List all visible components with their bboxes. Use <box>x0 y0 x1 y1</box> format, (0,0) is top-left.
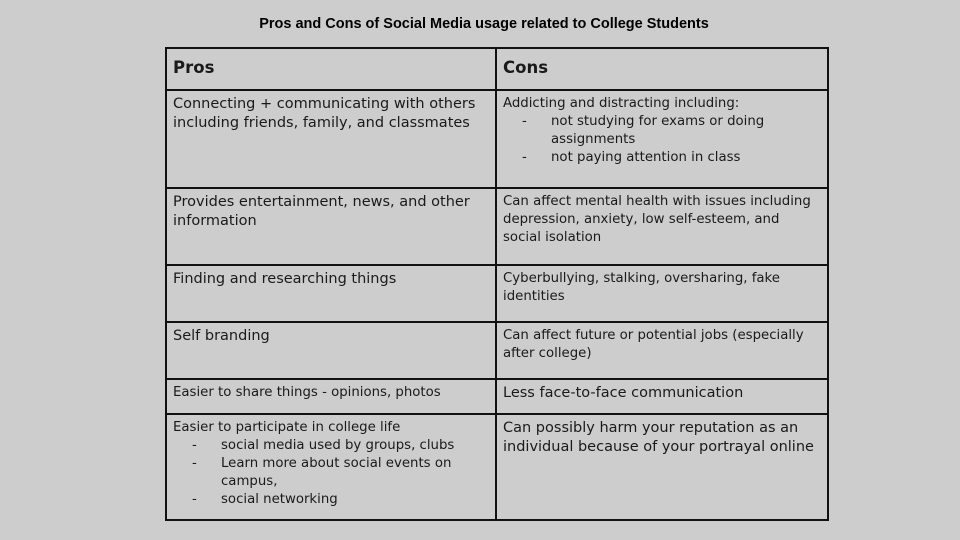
pros-cons-table <box>165 47 829 521</box>
table-header-row <box>166 48 828 90</box>
con-text: Can affect mental health with issues including depression, anxiety, low self-esteem, and social isolation <box>503 194 811 245</box>
pro-cell <box>166 90 496 188</box>
list-item-text: not paying attention in class <box>551 150 741 165</box>
pro-text: Provides entertainment, news, and other information <box>173 194 470 229</box>
pro-sublist <box>173 437 489 509</box>
list-item-text: social media used by groups, clubs <box>221 438 455 453</box>
dash-marker: - <box>522 150 527 165</box>
dash-marker: - <box>522 114 527 129</box>
list-item <box>173 491 489 509</box>
table-row <box>166 414 828 520</box>
pro-text: Finding and researching things <box>173 271 397 287</box>
pro-cell <box>166 322 496 379</box>
con-text: Can possibly harm your reputation as an individual because of your portrayal online <box>503 420 814 455</box>
con-cell <box>496 322 828 379</box>
con-cell <box>496 90 828 188</box>
list-item <box>503 113 821 149</box>
list-item-text: social networking <box>221 492 338 507</box>
con-text: Addicting and distracting including: <box>503 96 740 111</box>
dash-marker: - <box>192 438 197 453</box>
con-text: Less face-to-face communication <box>503 385 744 401</box>
table-row <box>166 90 828 188</box>
con-text: Cyberbullying, stalking, oversharing, fake identities <box>503 271 780 304</box>
table-row <box>166 379 828 414</box>
dash-marker: - <box>192 456 197 471</box>
con-text: Can affect future or potential jobs (especially after college) <box>503 328 804 361</box>
pro-text: Self branding <box>173 328 270 344</box>
pro-cell <box>166 379 496 414</box>
list-item-text: Learn more about social events on campus, <box>221 456 452 489</box>
con-cell <box>496 265 828 322</box>
pro-text: Connecting + communicating with others including friends, family, and classmates <box>173 96 476 131</box>
table-row <box>166 188 828 265</box>
con-sublist <box>503 113 821 167</box>
page-title: Pros and Cons of Social Media usage related to College Students <box>259 16 709 32</box>
pros-header: Pros <box>166 48 496 90</box>
pro-cell <box>166 265 496 322</box>
pro-cell <box>166 414 496 520</box>
con-cell <box>496 414 828 520</box>
con-cell <box>496 379 828 414</box>
pro-text: Easier to share things - opinions, photos <box>173 385 441 400</box>
con-cell <box>496 188 828 265</box>
pro-text: Easier to participate in college life <box>173 420 401 435</box>
cons-header: Cons <box>496 48 828 90</box>
table-row <box>166 265 828 322</box>
table-row <box>166 322 828 379</box>
list-item-text: not studying for exams or doing assignments <box>551 114 765 147</box>
dash-marker: - <box>192 492 197 507</box>
list-item <box>173 437 489 455</box>
pro-cell <box>166 188 496 265</box>
list-item <box>173 455 489 491</box>
list-item <box>503 149 821 167</box>
